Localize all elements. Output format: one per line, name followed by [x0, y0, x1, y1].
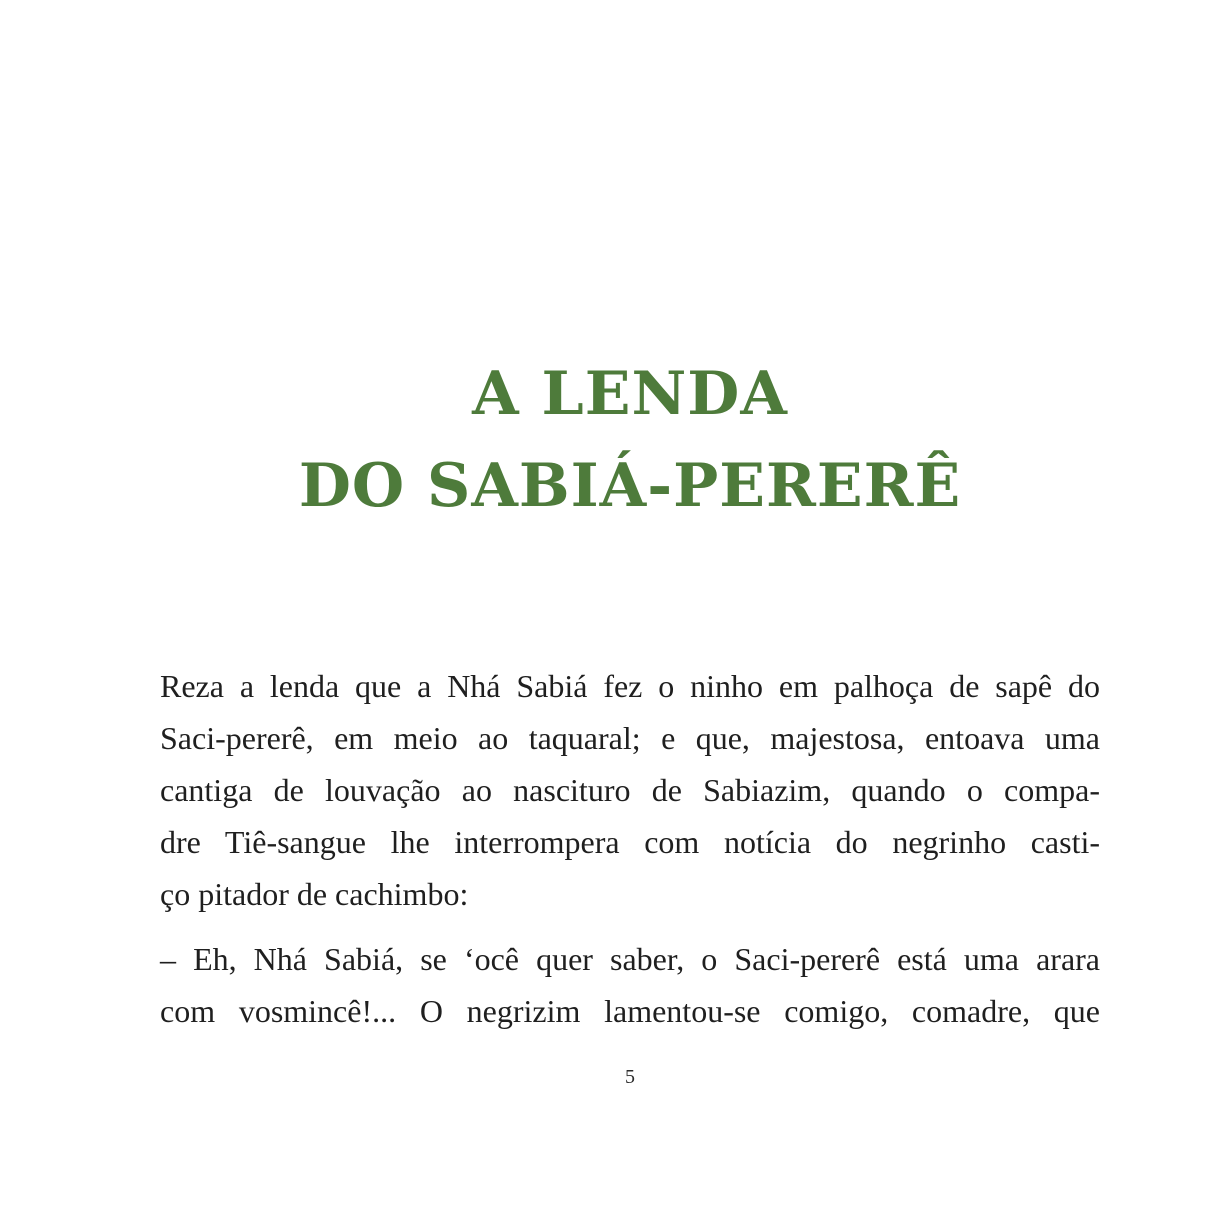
text-line: Saci-pererê, em meio ao taquaral; e que, majestosa, entoava uma	[160, 720, 1100, 756]
page-number: 5	[625, 1066, 635, 1088]
text-line: cantiga de louvação ao nascituro de Sabiazim, quando o compa-	[160, 772, 1100, 808]
text-line: Reza a lenda que a Nhá Sabiá fez o ninho em palhoça de sapê do	[160, 668, 1100, 704]
chapter-title	[160, 348, 1100, 532]
body-text	[160, 660, 1100, 1037]
chapter-title-line-2: DO SABIÁ-PERERÊ	[298, 451, 962, 522]
text-line: – Eh, Nhá Sabiá, se ‘ocê quer saber, o Saci-pererê está uma arara	[160, 941, 1100, 977]
text-line: ço pitador de cachimbo:	[160, 876, 469, 912]
paragraph-2	[160, 933, 1100, 1037]
text-line: com vosmincê!... O negrizim lamentou-se comigo, comadre, que	[160, 993, 1100, 1029]
paragraph-1	[160, 660, 1100, 920]
chapter-title-line-1: A LENDA	[472, 359, 788, 430]
text-line: dre Tiê-sangue lhe interrompera com notícia do negrinho casti-	[160, 824, 1100, 860]
